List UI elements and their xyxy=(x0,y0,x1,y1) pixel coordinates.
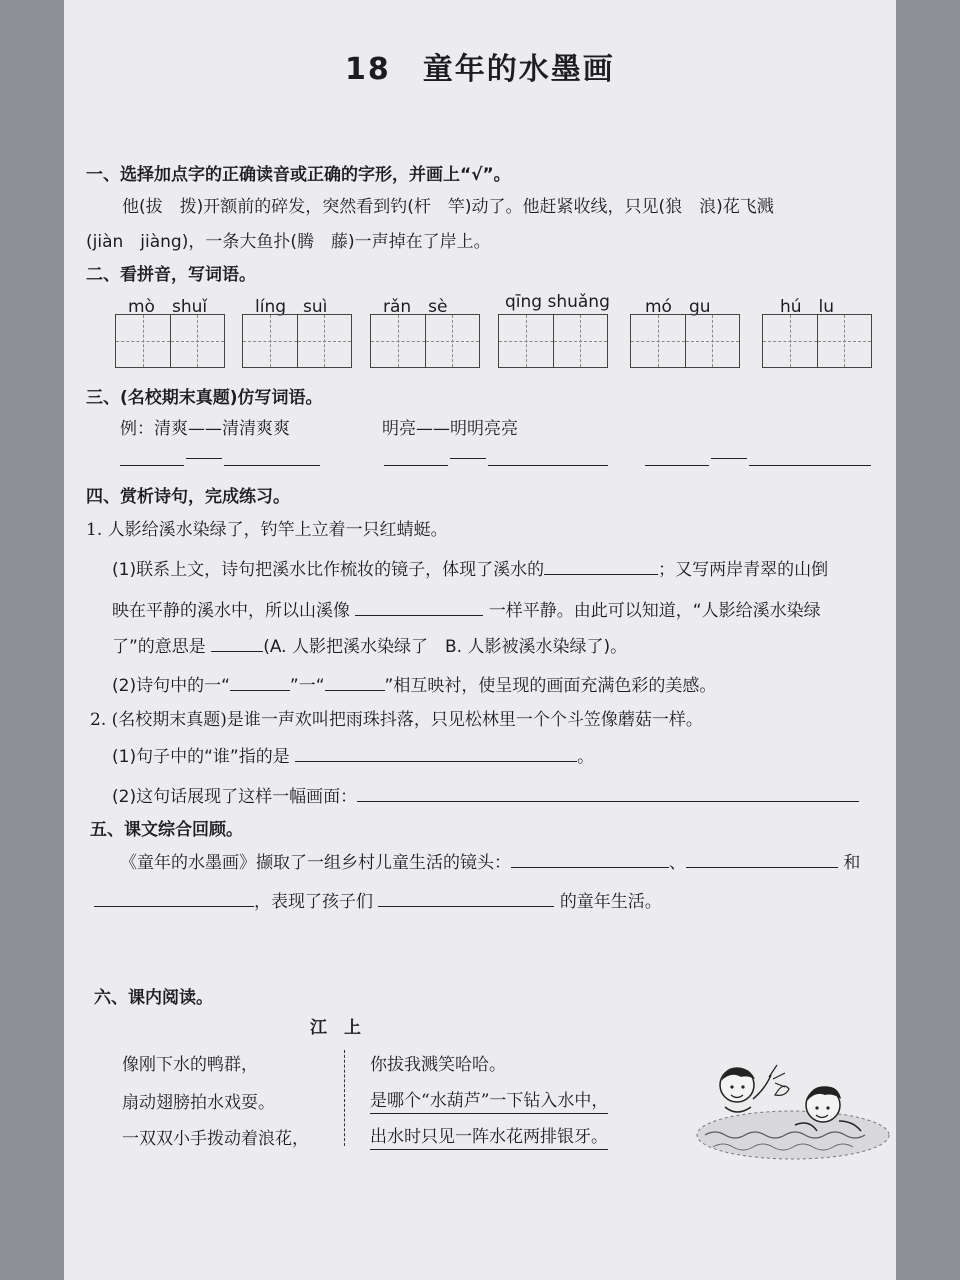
answer-blank[interactable] xyxy=(211,650,263,652)
section-1-heading: 一、选择加点字的正确读音或正确的字形，并画上“√”。 xyxy=(86,165,511,185)
poem-right-line-3: 出水时只见一阵水花两排银牙。 xyxy=(370,1122,608,1150)
poem-divider xyxy=(344,1050,345,1146)
writing-grid-6[interactable] xyxy=(762,314,872,368)
answer-line[interactable] xyxy=(645,465,709,466)
q1-2-line: (2)诗句中的一“ ”一“ ”相互映衬，使呈现的画面充满色彩的美感。 xyxy=(112,676,717,696)
writing-grid-3[interactable] xyxy=(370,314,480,368)
answer-blank[interactable] xyxy=(230,689,290,691)
answer-line[interactable] xyxy=(749,465,871,466)
answer-blank[interactable] xyxy=(325,689,385,691)
section-1-line-1: 他(拔 拨)开额前的碎发，突然看到钓(杆 竿)动了。他赶紧收线，只见(狼 浪)花飞溅 xyxy=(122,197,774,217)
writing-grid-5[interactable] xyxy=(630,314,740,368)
pinyin-6: hú lu xyxy=(780,297,835,317)
section-6-heading: 六、课内阅读。 xyxy=(94,988,213,1008)
answer-line[interactable] xyxy=(120,465,184,466)
writing-grid-2[interactable] xyxy=(242,314,352,368)
answer-blank[interactable] xyxy=(544,573,658,575)
question-1: 1. 人影给溪水染绿了，钓竿上立着一只红蜻蜓。 xyxy=(86,520,448,540)
pinyin-2: líng suì xyxy=(255,297,328,317)
poem-right-line-1: 你拔我溅笑哈哈。 xyxy=(370,1055,506,1075)
answer-blank[interactable] xyxy=(357,800,859,802)
pinyin-1: mò shuǐ xyxy=(128,297,208,317)
question-2: 2. (名校期末真题)是谁一声欢叫把雨珠抖落，只见松林里一个个斗笠像蘑菇一样。 xyxy=(90,710,703,730)
q2-2-line: (2)这句话展现了这样一幅画面： xyxy=(112,782,859,807)
children-swimming-illustration xyxy=(695,1055,890,1165)
page-title: 18 童年的水墨画 xyxy=(345,52,615,87)
q2-1-line: (1)句子中的“谁”指的是 。 xyxy=(112,747,595,767)
section-5-heading: 五、课文综合回顾。 xyxy=(90,820,243,840)
section-4-heading: 四、赏析诗句，完成练习。 xyxy=(86,487,290,507)
poem-left-line-3: 一双双小手拨动着浪花， xyxy=(122,1129,309,1149)
answer-blank[interactable] xyxy=(378,905,554,907)
answer-line[interactable] xyxy=(488,465,608,466)
q1-1-line-2: 映在平静的溪水中，所以山溪像 一样平静。由此可以知道，“人影给溪水染绿 xyxy=(112,601,821,621)
section-1-line-2: (jiàn jiàng)，一条大鱼扑(腾 藤)一声掉在了岸上。 xyxy=(86,232,491,252)
example-2: 明亮——明明亮亮 xyxy=(382,419,518,439)
q1-1-line-1: (1)联系上文，诗句把溪水比作梳妆的镜子，体现了溪水的 ；又写两岸青翠的山倒 xyxy=(112,560,829,580)
example-1: 例：清爽——清清爽爽 xyxy=(120,419,290,439)
answer-blank[interactable] xyxy=(686,866,838,868)
section-5-line-1: 《童年的水墨画》撷取了一组乡村儿童生活的镜头： 、 和 xyxy=(120,853,861,873)
answer-line[interactable] xyxy=(224,465,320,466)
pinyin-3: rǎn sè xyxy=(383,297,448,317)
answer-line[interactable] xyxy=(384,465,448,466)
pinyin-5: mó gu xyxy=(645,297,711,317)
writing-grid-4[interactable] xyxy=(498,314,608,368)
poem-left-line-2: 扇动翅膀拍水戏耍。 xyxy=(122,1093,275,1113)
answer-blank[interactable] xyxy=(355,614,483,616)
dash-line xyxy=(450,458,486,459)
answer-blank[interactable] xyxy=(511,866,669,868)
pinyin-4: qīng shuǎng xyxy=(505,292,610,312)
poem-right-line-2: 是哪个“水葫芦”一下钻入水中， xyxy=(370,1086,608,1114)
poem-left-line-1: 像刚下水的鸭群， xyxy=(122,1055,258,1075)
q1-1-line-3: 了”的意思是 (A. 人影把溪水染绿了 B. 人影被溪水染绿了)。 xyxy=(112,637,628,657)
poem-title: 江 上 xyxy=(310,1018,361,1038)
section-3-heading: 三、(名校期末真题)仿写词语。 xyxy=(86,388,323,408)
dash-line xyxy=(186,458,222,459)
answer-blank[interactable] xyxy=(295,760,577,762)
dash-line xyxy=(711,458,747,459)
answer-blank[interactable] xyxy=(94,905,254,907)
section-5-line-2: ，表现了孩子们 的童年生活。 xyxy=(94,887,662,912)
writing-grid-1[interactable] xyxy=(115,314,225,368)
section-2-heading: 二、看拼音，写词语。 xyxy=(86,265,256,285)
